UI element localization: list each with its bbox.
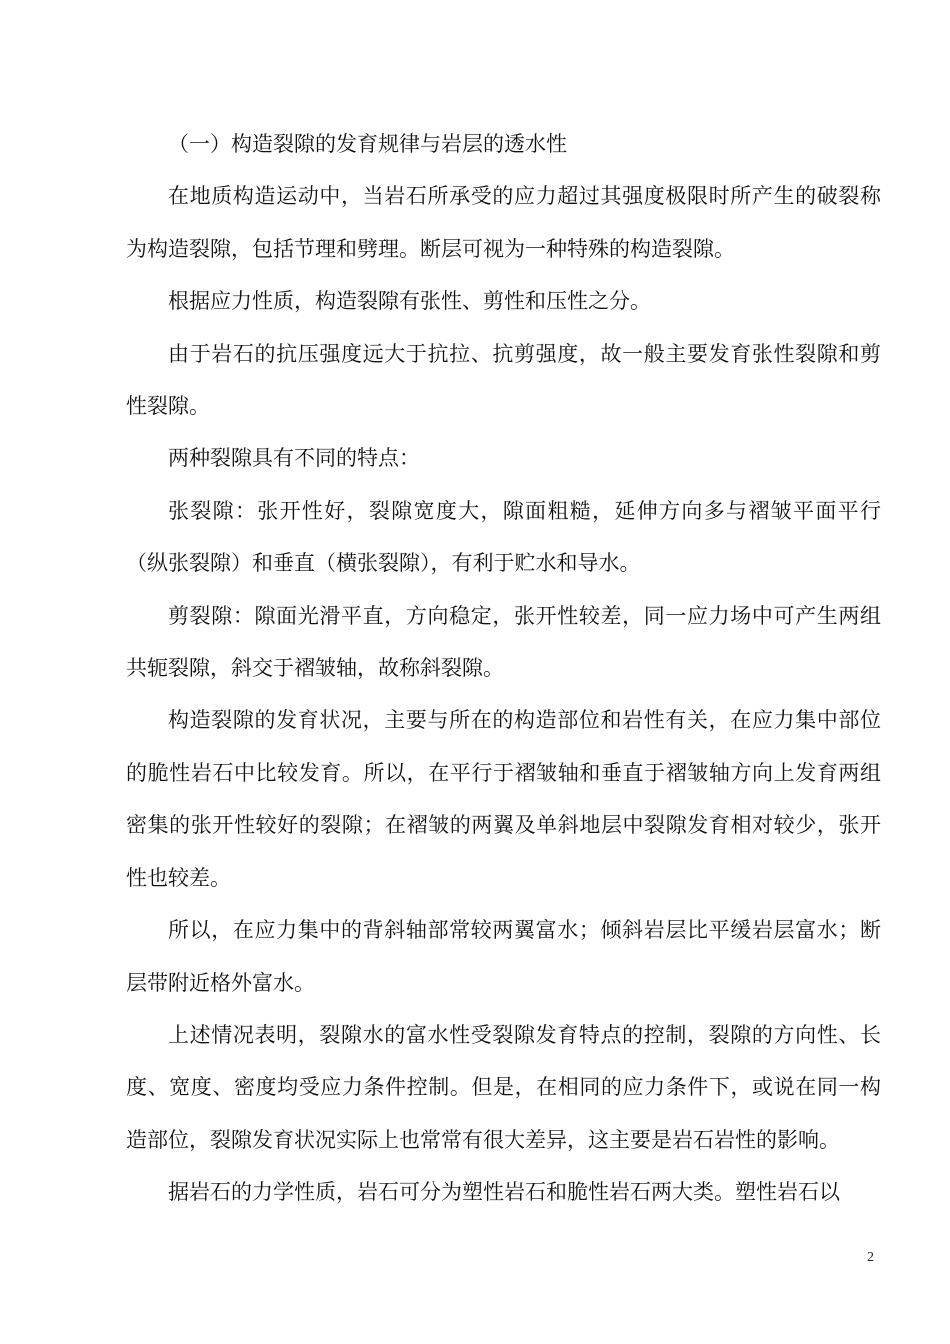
paragraph-water-richness: 所以，在应力集中的背斜轴部常较两翼富水；倾斜岩层比平缓岩层富水；断层带附近格外富水。 [126, 918, 881, 995]
paragraph-stress-control: 上述情况表明，裂隙水的富水性受裂隙发育特点的控制，裂隙的方向性、长度、宽度、密度均受应力条件控制。但是，在相同的应力条件下，或说在同一构造部位，裂隙发育状况实际上也常常有很大差异，这主要是岩石岩性的影响。 [126, 1022, 881, 1152]
page-number: 2 [867, 1250, 874, 1265]
paragraph-tectonic-fissure-definition: 在地质构造运动中，当岩石所承受的应力超过其强度极限时所产生的破裂称为构造裂隙，包括节理和劈理。断层可视为一种特殊的构造裂隙。 [126, 184, 881, 261]
paragraph-two-fissure-types: 两种裂隙具有不同的特点： [168, 446, 420, 471]
paragraph-stress-types: 根据应力性质，构造裂隙有张性、剪性和压性之分。 [168, 289, 651, 314]
paragraph-rock-strength: 由于岩石的抗压强度远大于抗拉、抗剪强度，故一般主要发育张性裂隙和剪性裂隙。 [126, 341, 881, 419]
paragraph-rock-mechanics: 据岩石的力学性质，岩石可分为塑性岩石和脆性岩石两大类。塑性岩石以 [168, 1180, 840, 1205]
document-body [126, 118, 881, 1219]
section-heading: （一）构造裂隙的发育规律与岩层的透水性 [168, 132, 567, 156]
paragraph-shear-fissure: 剪裂隙：隙面光滑平直，方向稳定，张开性较差，同一应力场中可产生两组共轭裂隙，斜交于褶皱轴，故称斜裂隙。 [126, 603, 881, 681]
paragraph-tension-fissure: 张裂隙：张开性好，裂隙宽度大，隙面粗糙，延伸方向多与褶皱平面平行（纵张裂隙）和垂直（横张裂隙），有利于贮水和导水。 [126, 498, 881, 576]
paragraph-fissure-development: 构造裂隙的发育状况，主要与所在的构造部位和岩性有关，在应力集中部位的脆性岩石中比较发育。所以，在平行于褶皱轴和垂直于褶皱轴方向上发育两组密集的张开性较好的裂隙；在褶皱的两翼及单斜地层中裂隙发育相对较少，张开性也较差。 [126, 708, 881, 890]
